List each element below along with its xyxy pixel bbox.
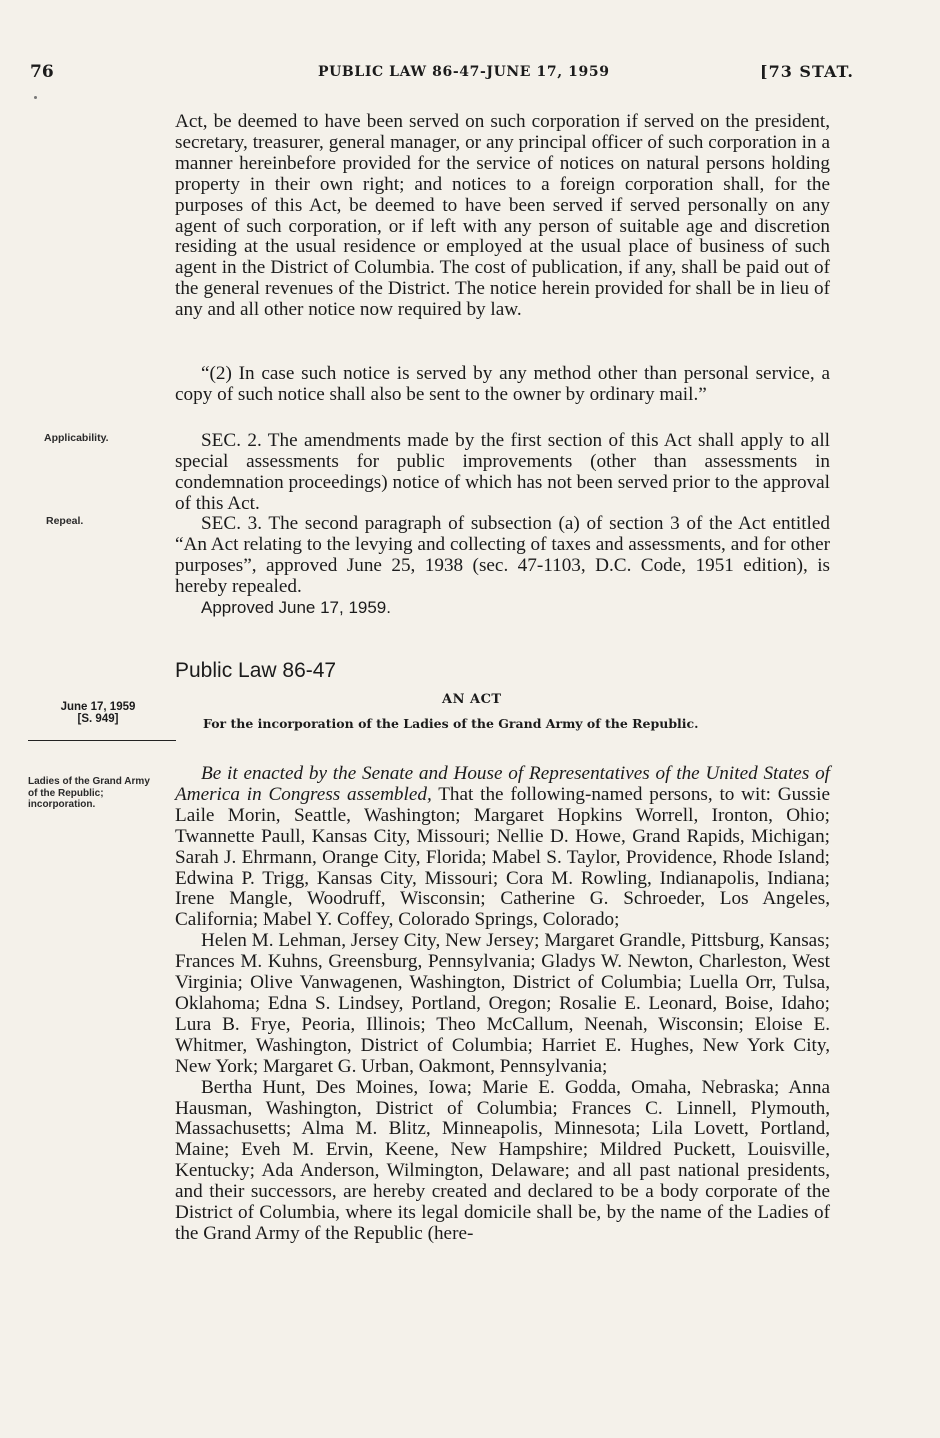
- section-3-block: [175, 514, 830, 598]
- paragraph-ordinary-mail: “(2) In case such notice is served by any method other than personal service, a copy of such notice shall also be sent to the owner by ordinary mail.”: [175, 363, 830, 405]
- incorporators-list-1: That the following-named persons, to wit: Gussie Laile Morin, Seattle, Washington; Margaret Hopkins Worrell, Ironton, Ohio; Twannette Paull, Kansas City, Missouri; Nellie D. Howe, Grand Rapids, Michigan; Sarah J. Ehrmann, Orange City, Florida; Mabel S. Taylor, Providence, Rhode Island; Edwina P. Trigg, Kansas City, Missouri; Cora M. Rowling, Indianapolis, Indiana; Irene Mangle, Woodruff, Wisconsin; Catherine G. Schroeder, Los Angeles, California; Mabel Y. Coffey, Colorado Springs, Colorado;: [175, 783, 830, 931]
- bill-number: [S. 949]: [77, 713, 119, 725]
- date-line: June 17, 1959: [60, 701, 136, 713]
- margin-dot: [34, 96, 37, 99]
- approval-line: Approved June 17, 1959.: [201, 598, 391, 617]
- public-law-heading: Public Law 86-47: [175, 659, 337, 682]
- margin-rule: [28, 740, 176, 741]
- section-2-block: [175, 431, 830, 515]
- running-head: PUBLIC LAW 86-47-JUNE 17, 1959: [318, 64, 610, 80]
- incorporators-list-3: Bertha Hunt, Des Moines, Iowa; Marie E. Godda, Omaha, Nebraska; Anna Hausman, Washington, District of Columbia; Frances C. Linnell, Plymouth, Massachusetts; Alma M. Blitz, Minneapolis, Minnesota; Lila Lovett, Portland, Maine; Eveh M. Ervin, Keene, New Hampshire; Mildred Puckett, Louisville, Kentucky; Ada Anderson, Wilmington, Delaware; and all past national presidents, and their successors, are hereby created and declared to be a body corporate of the District of Columbia, where its legal domicile shall be, by the name of the Ladies of the Grand Army of the Republic (here-: [175, 1076, 830, 1244]
- sidenote-ladies-incorporation: Ladies of the Grand Army of the Republic; incorporation.: [28, 776, 150, 810]
- act-subtitle: For the incorporation of the Ladies of the Grand Army of the Republic.: [203, 716, 699, 731]
- approval-date-note: [38, 701, 158, 725]
- section-3: SEC. 3. The second paragraph of subsection (a) of section 3 of the Act entitled “An Act relating to the levying and collecting of taxes and assessments, and for other purposes”, approved June 25, 1938 (sec. 47-1103, D.C. Code, 1951 edition), is hereby repealed.: [175, 513, 830, 597]
- act-body: [175, 764, 830, 1245]
- incorporators-list-2: Helen M. Lehman, Jersey City, New Jersey; Margaret Grandle, Pittsburg, Kansas; Frances M. Kuhns, Greensburg, Pennsylvania; Gladys W. Newton, Charleston, West Virginia; Olive Vanwagenen, Washington, District of Columbia; Luella Orr, Tulsa, Oklahoma; Edna S. Lindsey, Portland, Oregon; Rosalie E. Leonard, Boise, Idaho; Lura B. Frye, Peoria, Illinois; Theo McCallum, Neenah, Wisconsin; Eloise E. Whitmer, Washington, District of Columbia; Harriet E. Hughes, New York City, New York; Margaret G. Urban, Oakmont, Pennsylvania;: [175, 930, 830, 1077]
- sidenote-repeal: Repeal.: [46, 515, 84, 527]
- sidenote-applicability: Applicability.: [44, 432, 109, 444]
- page-number: 76: [30, 62, 54, 82]
- enacting-clause: Be it enacted by the Senate and House of Representatives of the United States of America in Congress assembled,: [175, 763, 830, 805]
- paragraph-notice-service: Act, be deemed to have been served on such corporation if served on the president, secretary, treasurer, general manager, or any principal officer of such corporation in a manner hereinbefore provided for the service of notices on natural persons holding property in their own right; and notices to a foreign corporation shall, for the purposes of this Act, be deemed to have been served if served personally on any agent of such corporation, or if left with any person of suitable age and discretion residing at the usual residence or employed at the usual place of business of such agent in the District of Columbia. The cost of publication, if any, shall be paid out of the general revenues of the District. The notice herein provided for shall be in lieu of any and all other notice now required by law.: [175, 111, 830, 321]
- an-act-title: AN ACT: [442, 692, 502, 707]
- continued-text: [175, 112, 830, 321]
- page-header: [0, 62, 940, 88]
- section-2: SEC. 2. The amendments made by the first section of this Act shall apply to all special assessments for public improvements (other than assessments in condemnation proceedings) notice of which has not been served prior to the approval of this Act.: [175, 430, 830, 514]
- paragraph-2-block: [175, 364, 830, 406]
- enacting-paragraph: [175, 764, 830, 931]
- statute-reference: [73 STAT.: [760, 62, 854, 81]
